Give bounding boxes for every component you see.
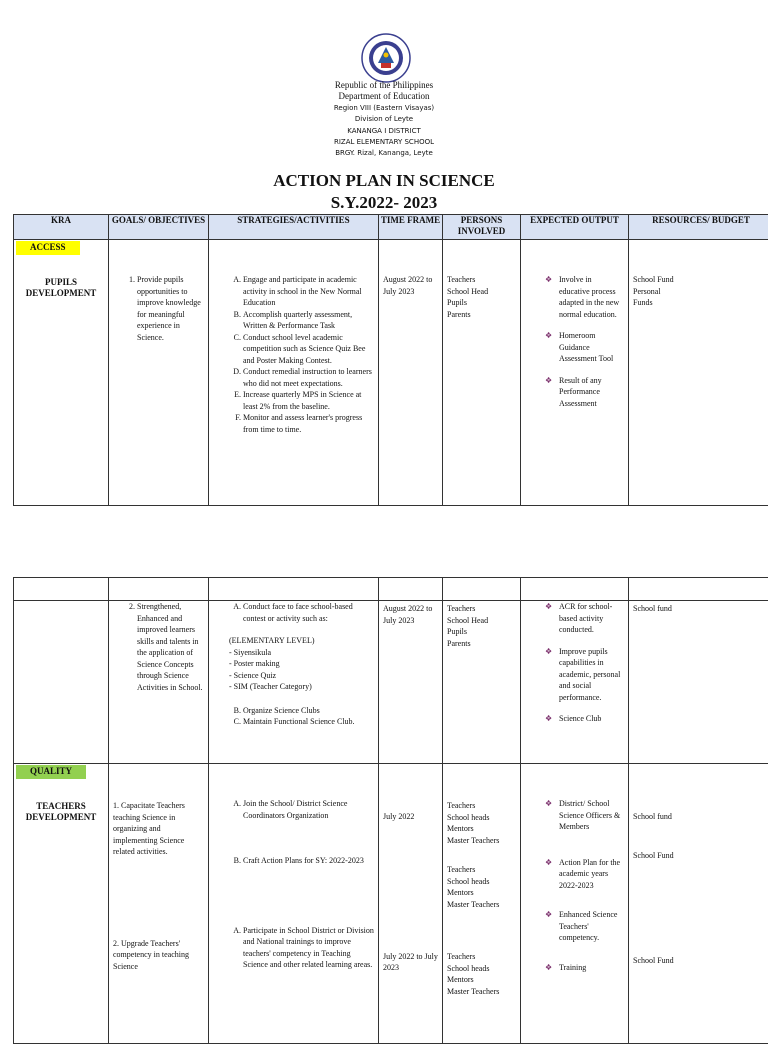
strategy-item: C. Conduct school level academic competition such as Science Quiz Bee and Poster Making Contest. [243,332,374,367]
output-item: ❖ District/ School Science Officers & Members [559,798,622,833]
person-item: Pupils [447,297,516,309]
strategies-cell [209,764,379,1044]
output-item: ❖ Action Plan for the academic years 2022-2023 [559,857,622,892]
kra-cell [14,240,109,506]
output-item: ❖ ACR for school-based activity conducted. [559,601,622,636]
col-header-time-frame: TIME FRAME [379,215,443,240]
goal-text: 2. Strengthened, Enhanced and improved learners skills and talents in the application of Science Concepts through Science Activities in School. [137,601,204,693]
time-frame-cell [379,764,443,1044]
person-item: Parents [447,309,516,321]
header-district: KANANGA I DISTRICT [0,126,768,137]
empty-header-row [14,578,768,601]
output-item: ❖ Involve in educative process adapted in the new normal education. [559,274,622,320]
time-frame-cell [379,601,443,764]
col-header-resources: RESOURCES/ BUDGET [629,215,768,240]
header-address: BRGY. Rizal, Kananga, Leyte [0,148,768,159]
goal-cell [109,764,209,1044]
strategy-item: D. Conduct remedial instruction to learners who did not meet expectations. [243,366,374,389]
goal-cell [109,601,209,764]
strategy-item: E. Increase quarterly MPS in Science at least 2% from the baseline. [243,389,374,412]
person-item: School heads [447,812,516,824]
strategy-item: A. Conduct face to face school-based contest or activity such as: [243,601,374,624]
resources-cell [629,764,768,1044]
output-item: ❖ Science Club [559,713,622,725]
col-header-persons: PERSONS INVOLVED [443,215,521,240]
kra-cell-empty [14,601,109,764]
goal-text-2: 2. Upgrade Teachers' competency in teaching Science [109,936,208,975]
person-item: Parents [447,638,516,650]
person-item: Mentors [447,823,516,835]
output-item: ❖ Homeroom Guidance Assessment Tool [559,330,622,365]
elementary-heading: (ELEMENTARY LEVEL) [229,635,378,647]
strategy-item: A. Participate in School District or Division and National trainings to improve teachers' competency in Teaching Science and other related learning areas. [243,925,374,971]
col-header-strategies: STRATEGIES/ACTIVITIES [209,215,379,240]
person-item: Master Teachers [447,835,516,847]
person-item: Teachers [447,603,516,615]
resource-item: School fund [629,809,768,825]
kra-pupils-development: PUPILS DEVELOPMENT [14,277,108,299]
goal-cell [109,240,209,506]
kra-cell [14,764,109,1044]
col-header-kra: KRA [14,215,109,240]
kra-tag-quality: QUALITY [16,765,86,779]
person-item: School heads [447,876,516,888]
person-item: School Head [447,615,516,627]
header-school: RIZAL ELEMENTARY SCHOOL [0,137,768,148]
strategy-item: C. Maintain Functional Science Club. [243,716,374,728]
deped-seal-logo [361,33,411,83]
strategy-item: B. Craft Action Plans for SY: 2022-2023 [243,855,374,867]
person-item: Mentors [447,887,516,899]
time-frame-text: July 2022 [379,809,442,825]
person-item: Teachers [447,951,516,963]
output-item: ❖ Training [559,962,622,974]
strategies-cell [209,240,379,506]
person-item: Master Teachers [447,899,516,911]
persons-cell [443,601,521,764]
resources-cell [629,601,768,764]
header-republic: Republic of the Philippines [0,80,768,91]
table-row [14,764,768,1044]
document-title [0,170,768,214]
persons-cell [443,240,521,506]
kra-teachers-development: TEACHERS DEVELOPMENT [14,801,108,823]
time-frame-text: August 2022 to July 2023 [379,272,442,299]
action-plan-table-1 [13,214,768,506]
elementary-item: - SIM (Teacher Category) [229,681,378,693]
output-cell [521,764,629,1044]
time-frame-text: July 2022 to July 2023 [379,949,442,976]
output-item: ❖ Enhanced Science Teachers' competency. [559,909,622,944]
col-header-goals: GOALS/ OBJECTIVES [109,215,209,240]
elementary-item: - Siyensikula [229,647,378,659]
header-division: Division of Leyte [0,114,768,125]
strategy-item: B. Organize Science Clubs [243,705,374,717]
elementary-item: - Poster making [229,658,378,670]
persons-cell [443,764,521,1044]
person-item: Teachers [447,274,516,286]
output-cell [521,601,629,764]
col-header-output: EXPECTED OUTPUT [521,215,629,240]
output-item: ❖ Result of any Performance Assessment [559,375,622,410]
kra-tag-access: ACCESS [16,241,80,255]
goal-text-1: 1. Capacitate Teachers teaching Science in organizing and implementing Science related activities. [109,798,208,860]
header-department: Department of Education [0,91,768,102]
person-item: Mentors [447,974,516,986]
school-header [0,80,768,160]
output-item: ❖ Improve pupils capabilities in academic, personal and social performance. [559,646,622,704]
goal-text: 1. Provide pupils opportunities to improve knowledge for meaningful experience in Science. [137,274,204,343]
resource-item: School fund [629,601,768,617]
elementary-item: - Science Quiz [229,670,378,682]
header-region: Region VIII (Eastern Visayas) [0,103,768,114]
table-row [14,601,768,764]
resource-item: Funds [633,297,768,309]
resource-item: Personal [633,286,768,298]
table-header-row [14,215,768,240]
strategy-item: F. Monitor and assess learner's progress from time to time. [243,412,374,435]
person-item: Master Teachers [447,986,516,998]
title-line-1: ACTION PLAN IN SCIENCE [0,170,768,192]
strategies-cell [209,601,379,764]
person-item: Pupils [447,626,516,638]
person-item: Teachers [447,864,516,876]
output-cell [521,240,629,506]
time-frame-cell [379,240,443,506]
title-line-2: S.Y.2022- 2023 [0,192,768,214]
action-plan-table-2 [13,577,768,1044]
resource-item: School Fund [629,848,768,864]
person-item: School Head [447,286,516,298]
resource-item: School Fund [633,274,768,286]
strategy-item: A. Join the School/ District Science Coordinators Organization [243,798,374,821]
strategy-item: B. Accomplish quarterly assessment, Written & Performance Task [243,309,374,332]
time-frame-text: August 2022 to July 2023 [379,601,442,628]
table-row [14,240,768,506]
strategy-item: A. Engage and participate in academic activity in school in the New Normal Education [243,274,374,309]
resource-item: School Fund [629,953,768,969]
person-item: School heads [447,963,516,975]
person-item: Teachers [447,800,516,812]
resources-cell [629,240,768,506]
